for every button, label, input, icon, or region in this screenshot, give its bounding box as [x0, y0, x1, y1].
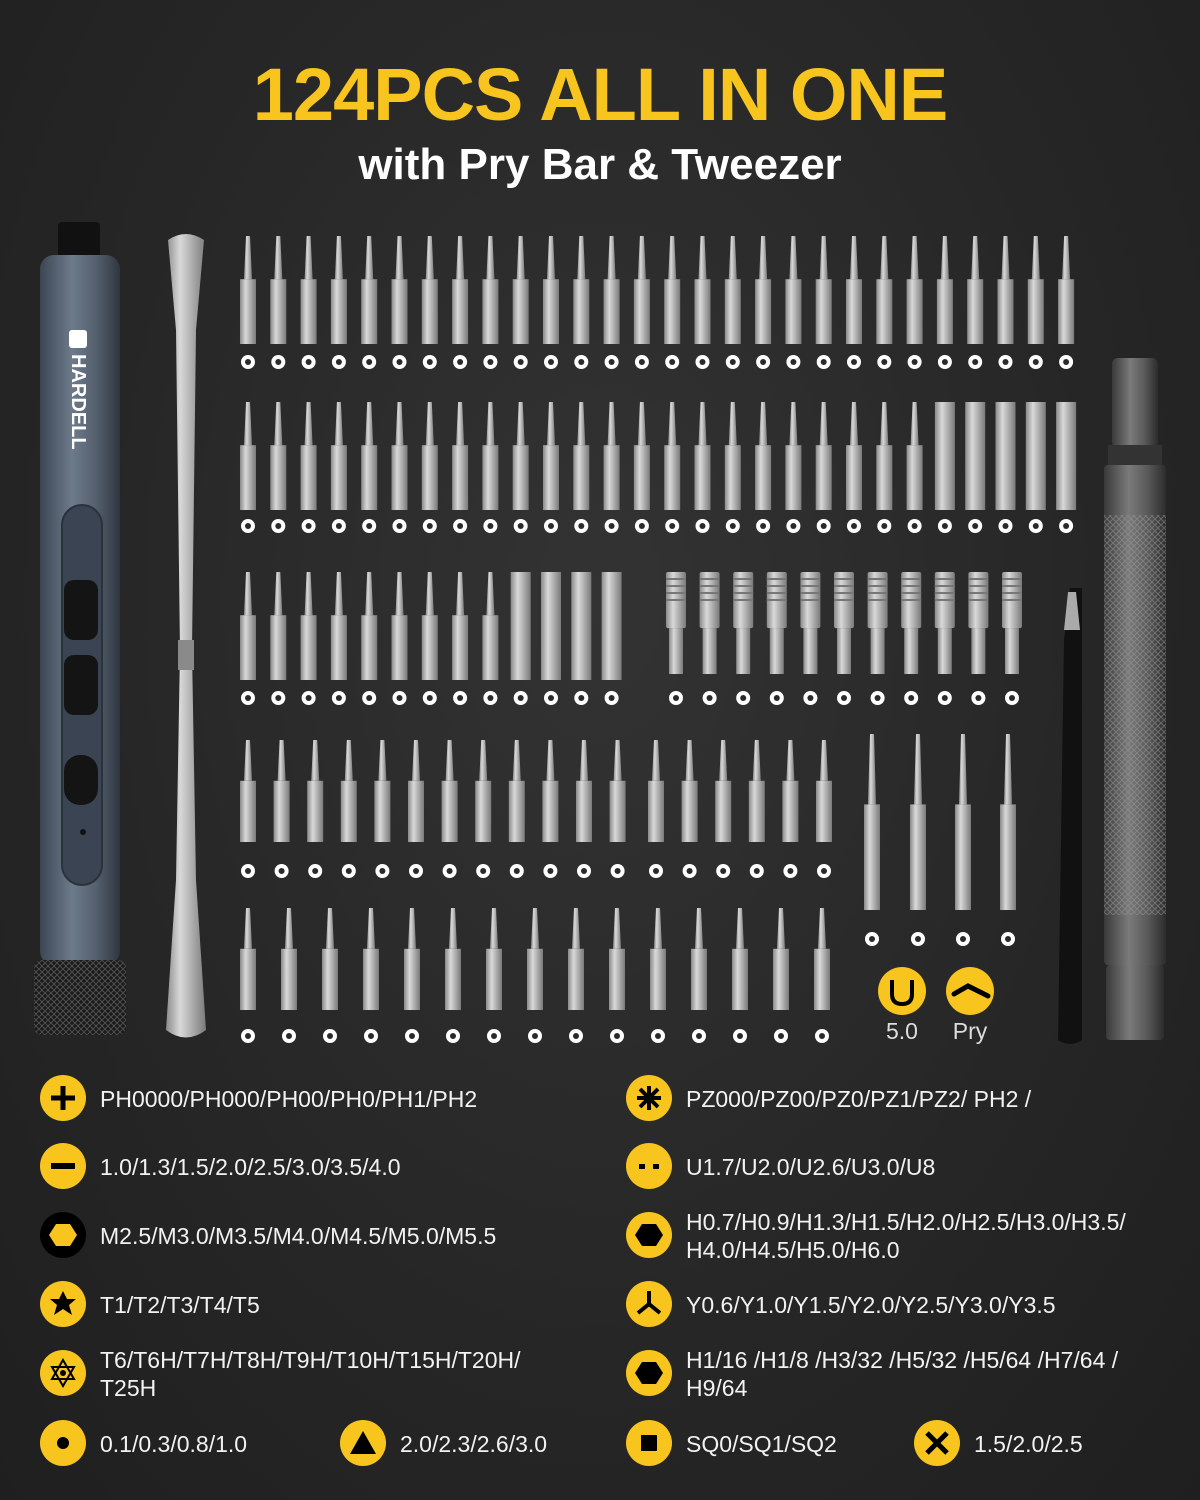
screwdriver-bit — [732, 908, 748, 1010]
screwdriver-bit — [301, 402, 317, 510]
square-icon — [626, 1420, 672, 1466]
legend-label: 1.5/2.0/2.5 — [974, 1431, 1083, 1457]
brand-label: HARDELL — [67, 354, 89, 450]
screwdriver-bit — [846, 402, 862, 510]
screwdriver-bit — [876, 402, 892, 510]
bit-type-marker-center — [960, 936, 966, 942]
bit-type-marker-center — [413, 868, 419, 874]
screwdriver-bit — [1056, 402, 1076, 510]
screwdriver-bit — [341, 740, 357, 842]
screwdriver-bit — [509, 740, 525, 842]
bit-type-marker-center — [942, 695, 948, 701]
screwdriver-bit — [785, 402, 801, 510]
legend-label: SQ0/SQ1/SQ2 — [686, 1431, 837, 1457]
screwdriver-bit — [1028, 236, 1044, 344]
bit-type-marker-center — [615, 868, 621, 874]
bit-type-marker-center — [397, 695, 403, 701]
legend-label: 1.0/1.3/1.5/2.0/2.5/3.0/3.5/4.0 — [100, 1154, 401, 1180]
screwdriver-bit — [452, 236, 468, 344]
screwdriver-bit — [907, 402, 923, 510]
legend-label: H0.7/H0.9/H1.3/H1.5/H2.0/H2.5/H3.0/H3.5/ H4.0/H4.5/H5.0/H6.0 — [686, 1209, 1126, 1263]
bit-type-marker-center — [790, 359, 796, 365]
bit-type-marker-center — [1063, 523, 1069, 529]
screwdriver-bit — [800, 572, 820, 674]
screwdriver-bit — [749, 740, 765, 842]
bit-grid — [240, 236, 1076, 1043]
bit-type-marker-center — [366, 523, 372, 529]
bit-type-marker-center — [774, 695, 780, 701]
pry-label: Pry — [952, 1018, 988, 1044]
bit-type-marker-center — [245, 359, 251, 365]
bit-type-marker-center — [975, 695, 981, 701]
legend-label: H1/16 /H1/8 /H3/32 /H5/32 /H5/64 /H7/64 / H9/64 — [686, 1347, 1119, 1401]
bit-type-marker-center — [821, 523, 827, 529]
screwdriver-bit — [361, 402, 377, 510]
bit-type-marker-center — [639, 359, 645, 365]
screwdriver-bit — [475, 740, 491, 842]
legend-label: 0.1/0.3/0.8/1.0 — [100, 1431, 248, 1457]
screwdriver-bit — [571, 572, 591, 680]
bit-type-marker-center — [306, 359, 312, 365]
bit-type-marker-center — [915, 936, 921, 942]
bit-type-marker-center — [1033, 523, 1039, 529]
pozidriv-icon — [626, 1075, 672, 1121]
bit-type-marker-center — [700, 359, 706, 365]
screwdriver-bit — [513, 236, 529, 344]
bit-type-marker-center — [760, 359, 766, 365]
screwdriver-bit — [715, 740, 731, 842]
bit-type-marker-center — [346, 868, 352, 874]
screwdriver-bit — [307, 740, 323, 842]
bit-type-marker-center — [972, 523, 978, 529]
bit-type-marker-center — [480, 868, 486, 874]
bit-type-marker-center — [491, 1033, 497, 1039]
screwdriver-bit — [602, 572, 622, 680]
screwdriver-bit — [274, 740, 290, 842]
screwdriver-bit — [442, 740, 458, 842]
bit-type-marker-center — [737, 1033, 743, 1039]
screwdriver-bit — [543, 236, 559, 344]
screwdriver-bit — [648, 740, 664, 842]
screwdriver-bit — [773, 908, 789, 1010]
bit-type-marker-center — [807, 695, 813, 701]
screwdriver-bit — [422, 402, 438, 510]
screwdriver-bit — [634, 236, 650, 344]
bit-type-marker-center — [379, 868, 385, 874]
screwdriver-bit — [604, 402, 620, 510]
bit-type-marker-center — [740, 695, 746, 701]
screwdriver-bit — [240, 572, 256, 680]
screwdriver-bit — [374, 740, 390, 842]
bit-type-marker-center — [306, 523, 312, 529]
screwdriver-bit — [700, 572, 720, 674]
screwdriver-bit — [901, 572, 921, 674]
screwdriver-bit — [785, 236, 801, 344]
bit-type-marker-center — [720, 868, 726, 874]
screwdriver-bit — [846, 236, 862, 344]
torx-icon — [40, 1281, 86, 1327]
page-subtitle: with Pry Bar & Tweezer — [358, 140, 842, 189]
bit-type-marker-center — [673, 695, 679, 701]
screwdriver-bit — [240, 402, 256, 510]
screwdriver-bit — [541, 572, 561, 680]
screwdriver-bit — [968, 572, 988, 674]
screwdriver-bit — [361, 236, 377, 344]
screwdriver-bit — [725, 402, 741, 510]
bit-type-marker-center — [518, 359, 524, 365]
bit-type-marker-center — [286, 1033, 292, 1039]
bit-type-marker-center — [687, 868, 693, 874]
bit-type-marker-center — [547, 868, 553, 874]
screwdriver-bit — [452, 402, 468, 510]
bit-type-marker-center — [851, 359, 857, 365]
screwdriver-bit — [998, 236, 1014, 344]
bit-type-marker-center — [548, 359, 554, 365]
bit-type-marker-center — [327, 1033, 333, 1039]
bit-type-marker-center — [787, 868, 793, 874]
screwdriver-bit — [573, 402, 589, 510]
screwdriver-bit — [767, 572, 787, 674]
screwdriver-bit — [331, 572, 347, 680]
screwdriver-bit — [682, 740, 698, 842]
screwdriver-bit — [486, 908, 502, 1010]
triangle-icon — [340, 1420, 386, 1466]
bit-type-marker-center — [821, 868, 827, 874]
bit-type-marker-center — [518, 523, 524, 529]
bit-type-marker-center — [875, 695, 881, 701]
screwdriver-bit — [281, 908, 297, 1010]
screwdriver-bit — [755, 402, 771, 510]
page-title: 124PCS ALL IN ONE — [252, 53, 948, 136]
screwdriver-bit — [543, 402, 559, 510]
screwdriver-bit — [816, 740, 832, 842]
bit-type-marker-center — [450, 1033, 456, 1039]
bit-type-marker-center — [427, 523, 433, 529]
screwdriver-bit — [634, 402, 650, 510]
bit-type-marker-center — [275, 523, 281, 529]
screwdriver-bit — [240, 236, 256, 344]
bit-type-marker-center — [457, 523, 463, 529]
screwdriver-bit — [650, 908, 666, 1010]
screwdriver-bit — [955, 734, 971, 910]
pentalobe-icon — [40, 1420, 86, 1466]
screwdriver-bit — [363, 908, 379, 1010]
screwdriver-bit — [301, 236, 317, 344]
bit-type-marker-center — [427, 359, 433, 365]
bit-type-marker-center — [518, 695, 524, 701]
legend-label: T6/T6H/T7H/T8H/T9H/T10H/T15H/T20H/ T25H — [100, 1347, 521, 1401]
screwdriver-bit — [965, 402, 985, 510]
bit-type-marker-center — [881, 523, 887, 529]
screwdriver-bit — [568, 908, 584, 1010]
legend-label: PH0000/PH000/PH00/PH0/PH1/PH2 — [100, 1086, 478, 1112]
bit-type-marker-center — [447, 868, 453, 874]
bit-type-marker-center — [548, 523, 554, 529]
bit-type-marker-center — [972, 359, 978, 365]
bit-type-marker-center — [275, 695, 281, 701]
bit-type-marker-center — [912, 359, 918, 365]
phillips-icon — [40, 1075, 86, 1121]
bit-type-marker-center — [851, 523, 857, 529]
bit-type-marker-center — [881, 359, 887, 365]
bit-type-marker-center — [669, 359, 675, 365]
legend-label: 2.0/2.3/2.6/3.0 — [400, 1431, 548, 1457]
bit-type-marker-center — [427, 695, 433, 701]
bit-type-marker-center — [790, 523, 796, 529]
screwdriver-bit — [666, 572, 686, 674]
pry-badge — [946, 967, 994, 1015]
magnetizer-badge — [878, 967, 926, 1015]
screwdriver-bit — [937, 236, 953, 344]
screwdriver-bit — [1026, 402, 1046, 510]
screwdriver-bit — [907, 236, 923, 344]
magnet-size-label: 5.0 — [886, 1018, 918, 1044]
bit-type-marker-center — [336, 523, 342, 529]
screwdriver-bit — [422, 236, 438, 344]
screwdriver-bit — [408, 740, 424, 842]
screwdriver-bit — [695, 402, 711, 510]
screwdriver-bit — [513, 402, 529, 510]
screwdriver-bit — [604, 236, 620, 344]
bit-type-marker-center — [336, 359, 342, 365]
bit-type-marker-center — [578, 359, 584, 365]
screwdriver-bit — [935, 572, 955, 674]
screwdriver-bit — [755, 236, 771, 344]
bit-type-marker-center — [279, 868, 285, 874]
bit-type-marker-center — [409, 1033, 415, 1039]
bit-type-marker-center — [368, 1033, 374, 1039]
bit-type-marker-center — [908, 695, 914, 701]
screwdriver-bit — [404, 908, 420, 1010]
legend-label: PZ000/PZ00/PZ0/PZ1/PZ2/ PH2 / — [686, 1086, 1032, 1112]
screwdriver-bit — [834, 572, 854, 674]
screwdriver-bit — [511, 572, 531, 680]
screwdriver-bit — [331, 402, 347, 510]
bit-type-marker-center — [707, 695, 713, 701]
bit-type-marker-center — [669, 523, 675, 529]
torx-security-icon — [40, 1350, 86, 1396]
bit-type-marker-center — [487, 695, 493, 701]
screwdriver-bit — [814, 908, 830, 1010]
spudger-tool — [166, 234, 206, 1038]
bit-type-marker-center — [306, 695, 312, 701]
bit-type-marker-center — [1009, 695, 1015, 701]
screwdriver-bit — [392, 236, 408, 344]
bit-type-marker-center — [1063, 359, 1069, 365]
screwdriver-bit — [816, 402, 832, 510]
bit-type-marker-center — [609, 359, 615, 365]
bit-type-marker-center — [312, 868, 318, 874]
screwdriver-bit — [331, 236, 347, 344]
bit-type-marker-center — [655, 1033, 661, 1039]
bit-type-marker-center — [696, 1033, 702, 1039]
screwdriver-bit — [695, 236, 711, 344]
screwdriver-bit — [573, 236, 589, 344]
bit-type-marker-center — [639, 523, 645, 529]
screwdriver-bit — [482, 402, 498, 510]
screwdriver-bit — [240, 740, 256, 842]
screwdriver-bit — [664, 236, 680, 344]
screwdriver-bit — [816, 236, 832, 344]
screwdriver-bit — [270, 402, 286, 510]
bit-type-marker-center — [532, 1033, 538, 1039]
screwdriver-bit — [527, 908, 543, 1010]
bit-type-marker-center — [760, 523, 766, 529]
bit-type-marker-center — [754, 868, 760, 874]
bit-type-marker-center — [1003, 359, 1009, 365]
legend-label: U1.7/U2.0/U2.6/U3.0/U8 — [686, 1154, 936, 1180]
bit-type-marker-center — [1033, 359, 1039, 365]
screwdriver-bit — [542, 740, 558, 842]
screwdriver-bit — [482, 236, 498, 344]
bit-type-marker-center — [730, 523, 736, 529]
bit-type-marker-center — [548, 695, 554, 701]
screwdriver-bit — [1000, 734, 1016, 910]
bit-type-marker-center — [778, 1033, 784, 1039]
screwdriver-bit — [782, 740, 798, 842]
screwdriver-bit — [240, 908, 256, 1010]
bit-type-marker-center — [1003, 523, 1009, 529]
bit-type-marker-center — [245, 695, 251, 701]
hex-socket-icon — [40, 1212, 86, 1258]
hex-inch-icon — [626, 1350, 672, 1396]
screwdriver-bit — [935, 402, 955, 510]
screwdriver-bit — [270, 236, 286, 344]
extension-bar — [1104, 358, 1166, 1040]
screwdriver-bit — [733, 572, 753, 674]
bit-type-marker-center — [609, 523, 615, 529]
bit-type-marker-center — [366, 695, 372, 701]
legend-label: Y0.6/Y1.0/Y1.5/Y2.0/Y2.5/Y3.0/Y3.5 — [686, 1292, 1056, 1318]
bit-type-marker-center — [942, 523, 948, 529]
screwdriver-bit — [725, 236, 741, 344]
screwdriver-bit — [609, 908, 625, 1010]
screwdriver-bit — [1002, 572, 1022, 674]
bit-type-marker-center — [487, 523, 493, 529]
bit-type-marker-center — [487, 359, 493, 365]
bit-type-marker-center — [573, 1033, 579, 1039]
screwdriver-bit — [270, 572, 286, 680]
screwdriver-bit — [392, 402, 408, 510]
bit-type-marker-center — [609, 695, 615, 701]
legend-label: T1/T2/T3/T4/T5 — [100, 1292, 260, 1318]
screwdriver-bit — [445, 908, 461, 1010]
screwdriver-bit — [422, 572, 438, 680]
bit-type-marker-center — [1005, 936, 1011, 942]
screwdriver-bit — [876, 236, 892, 344]
screwdriver-bit — [967, 236, 983, 344]
bit-type-marker-center — [366, 359, 372, 365]
screwdriver-bit — [691, 908, 707, 1010]
bit-type-marker-center — [869, 936, 875, 942]
bit-type-marker-center — [275, 359, 281, 365]
tri-wing-icon — [626, 1281, 672, 1327]
bit-type-marker-center — [578, 695, 584, 701]
bit-type-marker-center — [730, 359, 736, 365]
bit-type-marker-center — [457, 695, 463, 701]
bit-type-marker-center — [578, 523, 584, 529]
screwdriver-bit — [452, 572, 468, 680]
bit-type-marker-center — [819, 1033, 825, 1039]
screwdriver-bit — [301, 572, 317, 680]
bit-type-marker-center — [245, 1033, 251, 1039]
bit-type-marker-center — [245, 523, 251, 529]
screwdriver-bit — [610, 740, 626, 842]
bit-type-marker-center — [841, 695, 847, 701]
screwdriver-bit — [1058, 236, 1074, 344]
bit-type-marker-center — [245, 868, 251, 874]
screwdriver-bit — [482, 572, 498, 680]
screwdriver-bit — [576, 740, 592, 842]
hex-icon — [626, 1212, 672, 1258]
screwdriver-bit — [910, 734, 926, 910]
bit-type-marker-center — [457, 359, 463, 365]
bit-type-marker-center — [700, 523, 706, 529]
bit-type-marker-center — [397, 523, 403, 529]
bit-type-marker-center — [942, 359, 948, 365]
bit-type-marker-center — [514, 868, 520, 874]
screwdriver-bit — [361, 572, 377, 680]
cross-icon — [914, 1420, 960, 1466]
u-shape-icon — [626, 1143, 672, 1189]
bit-type-marker-center — [912, 523, 918, 529]
legend-label: M2.5/M3.0/M3.5/M4.0/M4.5/M5.0/M5.5 — [100, 1223, 497, 1249]
tweezer-tool — [1058, 588, 1082, 1044]
bit-type-marker-center — [397, 359, 403, 365]
screwdriver-bit — [322, 908, 338, 1010]
screwdriver-bit — [996, 402, 1016, 510]
screwdriver-bit — [664, 402, 680, 510]
screwdriver-bit — [392, 572, 408, 680]
bit-type-marker-center — [653, 868, 659, 874]
bit-type-marker-center — [581, 868, 587, 874]
screwdriver-bit — [868, 572, 888, 674]
slotted-icon — [40, 1143, 86, 1189]
screwdriver-bit — [864, 734, 880, 910]
electric-screwdriver — [34, 222, 126, 1035]
bit-type-marker-center — [821, 359, 827, 365]
bit-type-marker-center — [336, 695, 342, 701]
bit-type-marker-center — [614, 1033, 620, 1039]
